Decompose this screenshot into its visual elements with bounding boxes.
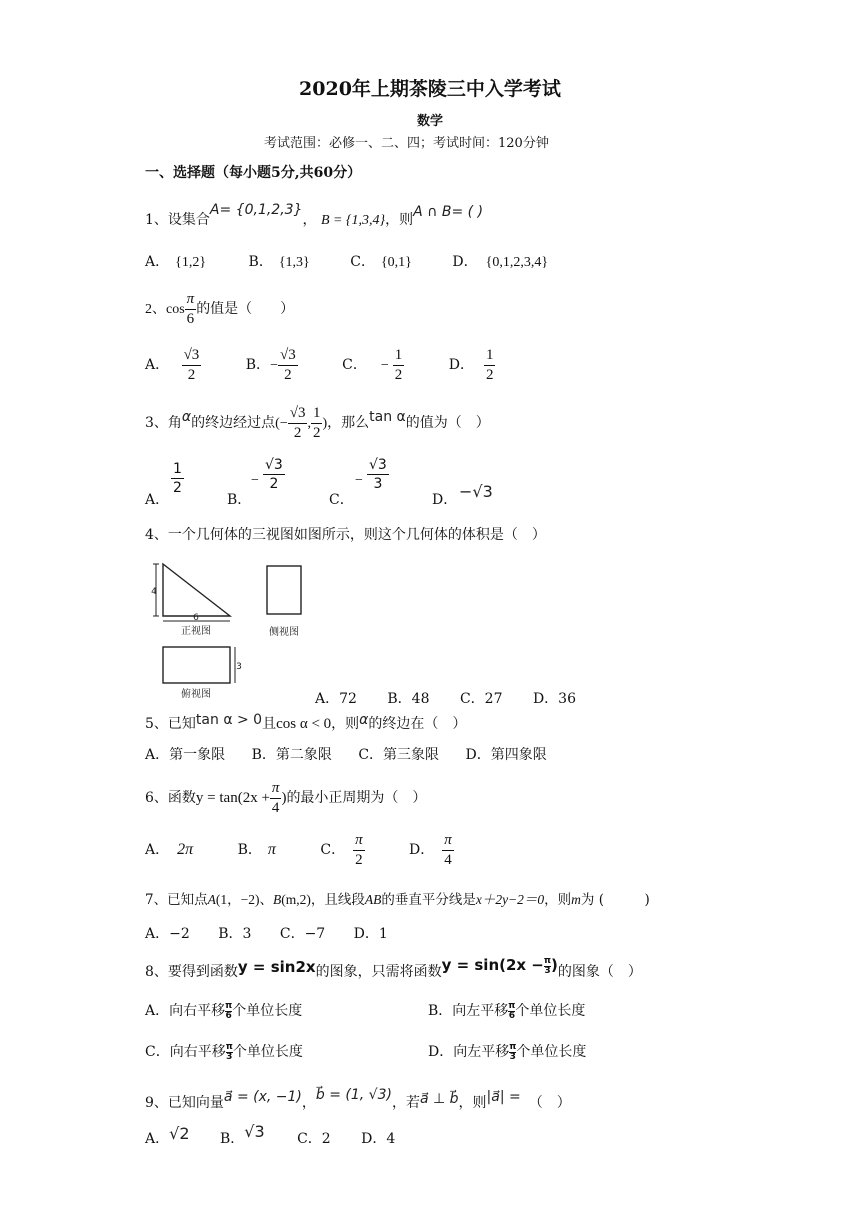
q7-options: [145, 927, 388, 941]
q5-stem-d: 的终边在（ ）: [368, 716, 467, 732]
q3-point-y: $\frac{1}{2}$: [312, 404, 321, 441]
q1-stem-b: ，则: [385, 212, 414, 228]
question-9: [145, 1087, 571, 1116]
q7-segment: AB: [364, 892, 382, 907]
q1-set-a: A= {0,1,2,3}: [209, 202, 303, 218]
q3-option-d: −√3: [459, 482, 493, 501]
q8-option-d-fraction: $\frac{\pi}{3}$: [509, 1041, 517, 1062]
q8-option-c-label: C．向右平移: [145, 1044, 226, 1060]
q1-comma: ，: [302, 212, 317, 228]
q2-options: [145, 341, 495, 390]
q7-option-d: D．1: [353, 926, 388, 942]
q6-option-a: 2π: [177, 841, 194, 858]
q7-option-c: C．−7: [279, 926, 326, 942]
q4-option-d: D．36: [532, 691, 576, 707]
q6-function-close: ): [281, 790, 287, 806]
q1-option-d: {0,1,2,3,4}: [485, 255, 549, 270]
q7-line: x＋2y−2＝0: [475, 892, 545, 907]
q4-option-b: B．48: [387, 691, 430, 707]
q6-options: [145, 828, 454, 872]
q3-tan: tan α: [369, 409, 406, 425]
q6-option-b-label: B．: [237, 842, 262, 858]
q7-stem-e: 为 ( ): [580, 892, 650, 908]
q3-stem-a: 3、角: [145, 415, 182, 431]
q3-point-comma: ,: [307, 416, 311, 431]
q7-point-a-coord: (1，−2)、: [215, 892, 273, 907]
q3-option-a-label: A．: [145, 492, 170, 508]
q1-option-c-label: C．: [350, 254, 375, 270]
q8-option-c-fraction: $\frac{\pi}{3}$: [225, 1041, 233, 1062]
q9-stem-d: （ ）: [528, 1095, 571, 1111]
q7-stem-b: ，且线段: [310, 892, 365, 908]
dim-height-label: 4: [151, 587, 157, 597]
q1-options: [145, 255, 548, 270]
q1-intersection: A ∩ B= ( ): [413, 204, 484, 220]
q7-stem-c: 的垂直平分线是: [381, 892, 476, 908]
q5-stem-a: 5、已知: [145, 716, 196, 732]
q8-option-b-label: B．向左平移: [428, 1003, 509, 1019]
q6-option-c-label: C．: [320, 842, 346, 858]
q8-option-c: [145, 1037, 303, 1067]
q5-option-b: B．第二象限: [251, 747, 332, 763]
q8-option-a-tail: 个单位长度: [232, 1003, 303, 1019]
top-view: [163, 647, 242, 700]
front-view: [151, 564, 230, 637]
q7-option-b: B．3: [218, 926, 252, 942]
q8-function-2-close: ): [551, 956, 558, 974]
q2-option-b-sign: −: [270, 358, 278, 373]
q2-option-c-sign: −: [380, 358, 389, 373]
q8-function-1: y = sin2x: [237, 958, 316, 976]
q7-option-a: A．−2: [145, 926, 190, 942]
question-6: [145, 777, 426, 819]
q1-option-b-label: B．: [248, 254, 273, 270]
q2-fraction: $\frac{\pi}{6}$: [186, 290, 195, 327]
q4-option-a: A．72: [315, 691, 357, 707]
q8-option-a-label: A．向右平移: [145, 1003, 226, 1019]
q2-option-b: $\frac{√3}{2}$: [279, 346, 296, 383]
q8-option-a: [145, 996, 302, 1026]
q6-stem-a: 6、函数: [145, 790, 196, 806]
q9-option-a-label: A．: [145, 1131, 170, 1147]
q7-point-b-coord: (m,2): [281, 892, 311, 907]
question-3: [145, 400, 490, 447]
q8-function-2: y = sin(2x −: [441, 956, 544, 974]
q1-option-a-label: A．: [145, 254, 170, 270]
q5-condition-2: cos α < 0: [276, 716, 332, 732]
q3-option-a: $\frac{1}{2}$: [173, 461, 182, 496]
q5-alpha: α: [359, 712, 369, 728]
q3-option-c: $\frac{√3}{3}$: [369, 457, 387, 492]
q5-stem-b: 且: [262, 716, 277, 732]
q9-stem-c: ，则: [458, 1095, 487, 1111]
q3-option-b-label: B．: [227, 492, 252, 508]
q9-comma: ，: [301, 1095, 316, 1111]
q9-option-d: D．4: [361, 1131, 396, 1147]
three-view-figure: [150, 560, 315, 705]
q7-stem-d: ，则: [544, 892, 572, 908]
q1-option-b: {1,3}: [278, 255, 310, 270]
q7-m: m: [571, 892, 581, 907]
q6-option-b: π: [267, 841, 276, 858]
q3-alpha: α: [181, 409, 192, 425]
q5-stem-c: ，则: [331, 716, 360, 732]
q8-option-d-tail: 个单位长度: [516, 1044, 587, 1060]
q4-option-c: C．27: [459, 691, 503, 707]
q1-option-d-label: D．: [452, 254, 478, 270]
q2-option-c: $\frac{1}{2}$: [394, 346, 403, 383]
q9-option-c: C．2: [297, 1131, 331, 1147]
q6-option-d-label: D．: [409, 842, 435, 858]
exam-title: 2020年上期茶陵三中入学考试: [299, 78, 561, 100]
q5-option-a: A．第一象限: [145, 747, 226, 763]
q3-option-d-label: D．: [432, 492, 458, 508]
q9-vector-b: b⃗ = (1, √3): [315, 1087, 392, 1103]
q9-stem-b: ，若: [391, 1095, 420, 1111]
front-view-label: 正视图: [181, 626, 211, 637]
q8-option-b-fraction: $\frac{\pi}{6}$: [508, 1000, 516, 1021]
q7-point-b: B: [272, 892, 282, 907]
q8-stem-b: 的图象，只需将函数: [315, 964, 442, 980]
q2-option-b-label: B．: [245, 357, 271, 373]
top-view-label: 俯视图: [181, 689, 211, 700]
q2-option-d: $\frac{1}{2}$: [485, 346, 494, 383]
q9-option-b: √3: [244, 1122, 265, 1141]
q9-stem-a: 9、已知向量: [145, 1095, 224, 1111]
q8-function-2-fraction: $\frac{\pi}{3}$: [543, 955, 552, 976]
q5-option-d: D．第四象限: [465, 747, 547, 763]
q6-option-c: $\frac{\pi}{2}$: [355, 831, 363, 868]
q2-stem-a: 2、cos: [145, 302, 185, 317]
q8-stem-c: 的图象（ ）: [557, 964, 642, 980]
q1-stem-a: 1、设集合: [145, 212, 210, 228]
q9-perpendicular: a⃗ ⊥ b⃗: [419, 1091, 459, 1107]
q9-options: [145, 1122, 396, 1151]
q4-options: [315, 692, 576, 706]
question-1: [145, 202, 484, 228]
q7-stem-a: 7、已知点: [145, 892, 208, 908]
section-heading: 一、选择题（每小题5分,共60分）: [145, 165, 362, 181]
question-2: [145, 289, 294, 330]
q5-condition-1: tan α > 0: [195, 712, 263, 728]
q8-stem-a: 8、要得到函数: [145, 964, 238, 980]
q3-point-open: (−: [275, 416, 288, 431]
question-5: [145, 712, 467, 732]
q3-stem-b: 的终边经过点: [191, 415, 276, 431]
q3-option-c-sign: −: [355, 473, 363, 488]
question-8: [145, 955, 642, 985]
q7-point-a: A: [207, 892, 216, 907]
q5-options: [145, 748, 547, 762]
q6-fraction: $\frac{\pi}{4}$: [271, 779, 280, 816]
question-4: 4、一个几何体的三视图如图所示，则这个几何体的体积是（ ）: [145, 527, 546, 543]
q8-option-d: [428, 1037, 586, 1067]
q1-option-a: {1,2}: [175, 255, 207, 270]
q3-option-b: $\frac{√3}{2}$: [265, 457, 283, 492]
q9-option-a: √2: [169, 1124, 190, 1143]
q8-option-c-tail: 个单位长度: [232, 1044, 303, 1060]
q2-option-a-label: A．: [145, 357, 170, 373]
dim-depth-label: 3: [236, 662, 242, 672]
q2-option-c-label: C．: [342, 357, 367, 373]
q1-option-c: {0,1}: [380, 255, 412, 270]
q1-set-b: B = {1,3,4}: [320, 213, 386, 228]
q6-stem-b: 的最小正周期为（ ）: [286, 790, 427, 806]
q3-stem-d: 的值为（ ）: [405, 415, 490, 431]
q3-stem-c: ，那么: [327, 415, 370, 431]
q8-option-a-fraction: $\frac{\pi}{6}$: [225, 1000, 233, 1021]
q3-option-b-sign: −: [251, 473, 259, 488]
exam-subject: 数学: [416, 114, 443, 129]
q3-option-c-label: C．: [329, 492, 354, 508]
side-view-label: 侧视图: [269, 627, 299, 638]
dim-width-label: 6: [193, 613, 199, 623]
q6-option-a-label: A．: [145, 842, 170, 858]
q3-options: [145, 458, 705, 510]
q8-option-b: [428, 996, 585, 1026]
side-view: [267, 566, 301, 638]
q2-stem-b: 的值是（ ）: [196, 301, 295, 317]
question-7: [145, 893, 650, 908]
q8-option-d-label: D．向左平移: [428, 1044, 510, 1060]
q6-option-d: $\frac{\pi}{4}$: [444, 831, 452, 868]
q3-point-close: ): [322, 416, 328, 431]
q5-option-c: C．第三象限: [358, 747, 440, 763]
q2-option-a: $\frac{√3}{2}$: [183, 346, 200, 383]
q6-function: y = tan(2x +: [195, 790, 270, 806]
q9-norm: |a⃗| =: [486, 1089, 521, 1105]
q2-option-d-label: D．: [448, 357, 474, 373]
q9-vector-a: a⃗ = (x, −1): [223, 1089, 302, 1105]
q8-option-b-tail: 个单位长度: [515, 1003, 586, 1019]
exam-scope: 考试范围：必修一、二、四；考试时间：120分钟: [264, 136, 549, 151]
q3-point-x: $\frac{√3}{2}$: [289, 404, 306, 441]
q9-option-b-label: B．: [219, 1131, 245, 1147]
